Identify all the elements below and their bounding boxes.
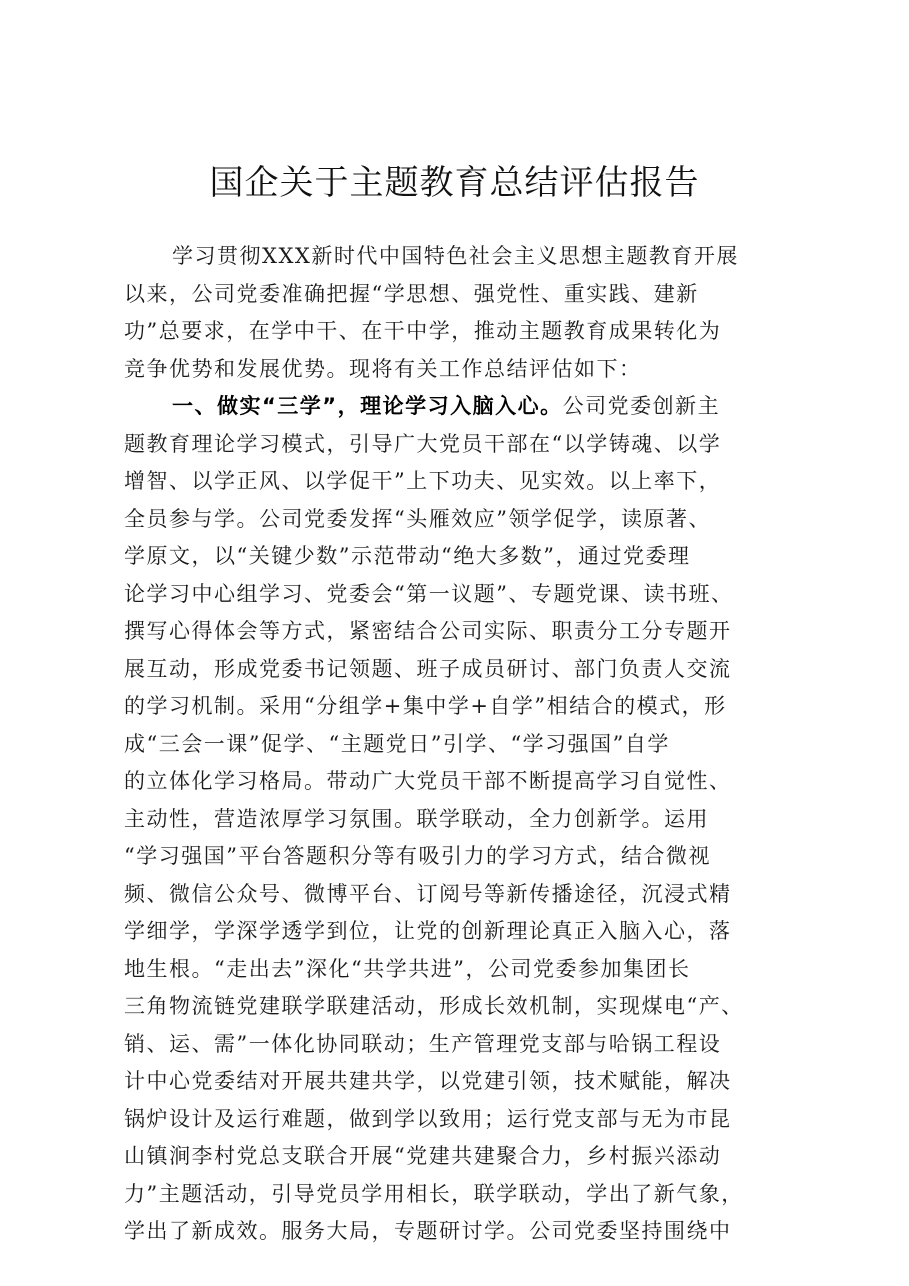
paragraph-line: 以来，公司党委准确把握“学思想、强党性、重实践、建新 bbox=[124, 281, 699, 306]
paragraph-line: 的学习机制。采用“分组学+集中学+自学”相结合的模式，形 bbox=[124, 694, 727, 718]
section-heading: 一、做实“三学”，理论学习入脑入心。 bbox=[172, 394, 563, 418]
paragraph-line: 展互动，形成党委书记领题、班子成员研讨、部门负责人交流 bbox=[124, 656, 732, 681]
paragraph-line: 锅炉设计及运行难题，做到学以致用；运行党支部与无为市昆 bbox=[124, 1106, 732, 1131]
paragraph-line: 计中心党委结对开展共建共学，以党建引领，技术赋能，解决 bbox=[124, 1069, 732, 1093]
paragraph-line: 论学习中心组学习、党委会“第一议题”、专题党课、读书班、 bbox=[124, 581, 734, 606]
paragraph-line: 销、运、需”一体化协同联动；生产管理党支部与哈锅工程设 bbox=[124, 1031, 722, 1056]
paragraph-line: 山镇涧李村党总支联合开展“党建共建聚合力，乡村振兴添动 bbox=[124, 1144, 722, 1168]
paragraph-line: 竞争优势和发展优势。现将有关工作总结评估如下： bbox=[124, 356, 642, 381]
paragraph-line: 地生根。“走出去”深化“共学共进”，公司党委参加集团长 bbox=[124, 956, 691, 981]
paragraph-line: 的立体化学习格局。带动广大党员干部不断提高学习自觉性、 bbox=[124, 769, 732, 793]
paragraph-line: 力”主题活动，引导党员学用相长，联学联动，学出了新气象， bbox=[124, 1181, 744, 1206]
paragraph-line: 成“三会一课”促学、“主题党日”引学、“学习强国”自学 bbox=[124, 731, 670, 756]
paragraph-line: 全员参与学。公司党委发挥“头雁效应”领学促学，读原著、 bbox=[124, 506, 711, 531]
paragraph-text: 公司党委创新主 bbox=[562, 394, 721, 418]
paragraph-line: 撰写心得体会等方式，紧密结合公司实际、职责分工分专题开 bbox=[124, 619, 732, 643]
paragraph-line: 主动性，营造浓厚学习氛围。联学联动，全力创新学。运用 bbox=[124, 806, 709, 831]
paragraph-line: 增智、以学正风、以学促干”上下功夫、见实效。以上率下， bbox=[124, 469, 722, 493]
document-body bbox=[124, 238, 798, 1251]
paragraph-line: 功”总要求，在学中干、在干中学，推动主题教育成果转化为 bbox=[124, 319, 722, 343]
document-title: 国企关于主题教育总结评估报告 bbox=[209, 163, 700, 203]
paragraph-line: 学细学，学深学透学到位，让党的创新理论真正入脑入心，落 bbox=[124, 919, 732, 943]
paragraph-line: 三角物流链党建联学联建活动，形成长效机制，实现煤电“产、 bbox=[124, 994, 744, 1018]
paragraph-line: 学出了新成效。服务大局，专题研讨学。公司党委坚持围绕中 bbox=[124, 1219, 732, 1243]
paragraph-line: “学习强国”平台答题积分等有吸引力的学习方式，结合微视 bbox=[124, 844, 711, 868]
paragraph-line: 题教育理论学习模式，引导广大党员干部在“以学铸魂、以学 bbox=[124, 431, 722, 456]
paragraph-line: 频、微信公众号、微博平台、订阅号等新传播途径，沉浸式精 bbox=[124, 881, 732, 906]
paragraph-line: 学原文，以“关键少数”示范带动“绝大多数”，通过党委理 bbox=[124, 544, 691, 568]
paragraph-line: 学习贯彻XXX新时代中国特色社会主义思想主题教育开展 bbox=[172, 244, 739, 268]
section-heading-line bbox=[124, 388, 798, 426]
